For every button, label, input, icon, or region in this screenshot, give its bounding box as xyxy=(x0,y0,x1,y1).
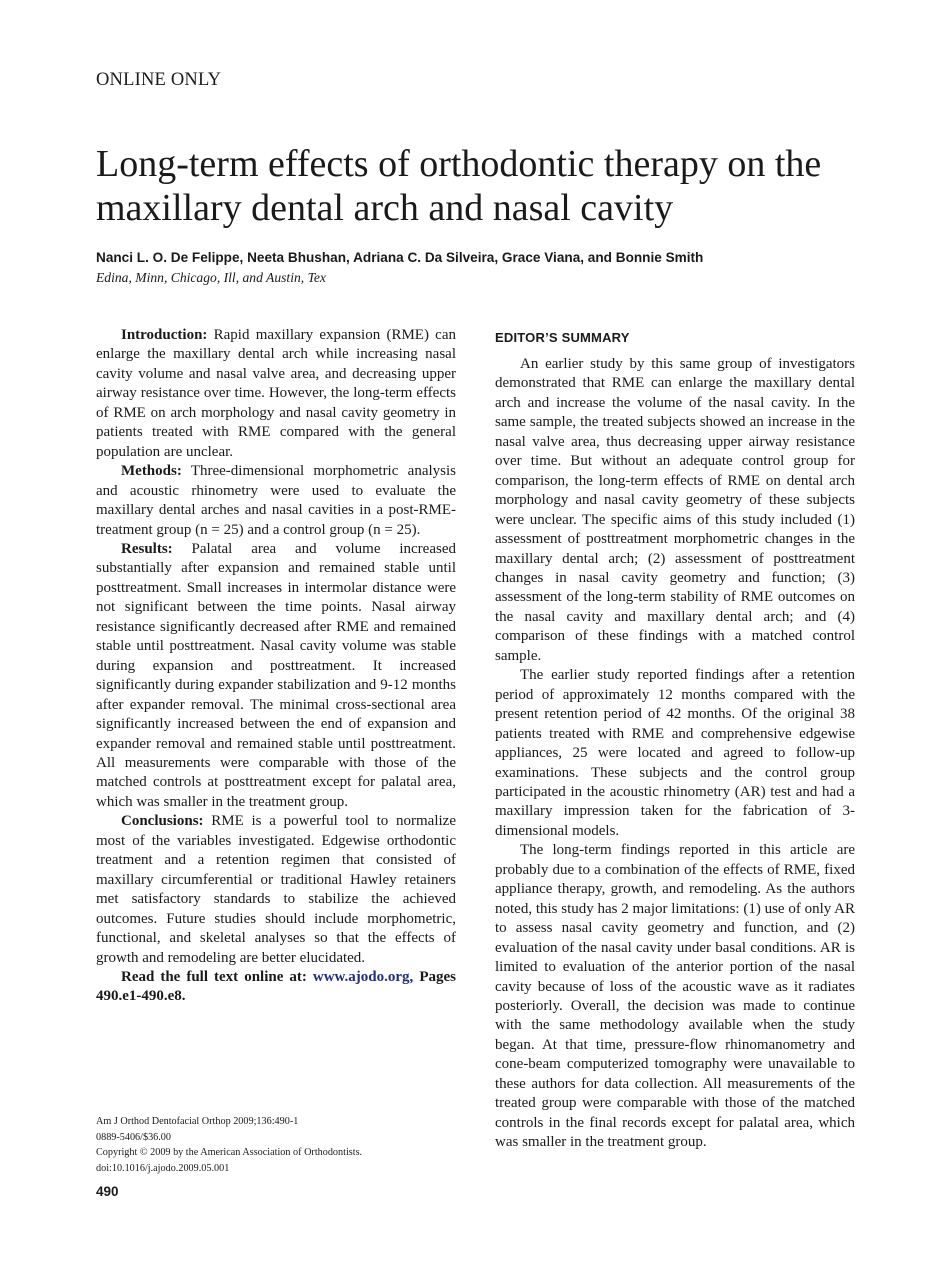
read-online-label: Read the full text online at: xyxy=(121,968,307,985)
introduction-text: Rapid maxillary expansion (RME) can enlarge the maxillary dental arch while increasing nasal cavity volume and nasal valve area, and decreasing upper airway resistance over time. However, the long-term effects of RME on arch morphology and nasal cavity geometry in patients treated with RME compared with the general population are unclear. xyxy=(96,327,456,460)
methods-label: Methods: xyxy=(121,463,182,480)
doi: doi:10.1016/j.ajodo.2009.05.001 xyxy=(96,1162,230,1174)
methods-text: Three-dimensional morphometric analysis and acoustic rhinometry were used to evaluate the maxillary dental arches and nasal cavities in a post-RME-treatment group (n = 25) and a control group (n = 25). xyxy=(96,463,456,538)
introduction-label: Introduction: xyxy=(121,327,208,343)
read-online-pages: Pages 490.e1-490.e8. xyxy=(96,968,456,1005)
ajodo-link[interactable]: www.ajodo.org, xyxy=(312,968,414,985)
journal-citation: Am J Orthod Dentofacial Orthop 2009;136:490-1 xyxy=(96,1116,299,1127)
conclusions-label: Conclusions: xyxy=(121,813,204,830)
read-online xyxy=(96,968,456,1007)
editors-summary-heading: EDITOR’S SUMMARY xyxy=(495,330,630,345)
conclusions-text: RME is a powerful tool to normalize most of the variables investigated. Edgewise orthodontic treatment and a retention regimen that consisted of maxillary circumferential or traditional Hawley retainers met satisfactory standards to stabilize the achieved outcomes. Future studies should include morphometric, functional, and skeletal analyses so that the effects of growth and remodeling are better elucidated. xyxy=(96,813,456,966)
author-list: Nanci L. O. De Felippe, Neeta Bhushan, Adriana C. Da Silveira, Grace Viana, and Bonnie Smith xyxy=(96,250,704,265)
abstract-conclusions xyxy=(96,812,456,968)
summary-paragraph-3: The long-term findings reported in this article are probably due to a combination of the effects of RME, fixed appliance therapy, growth, and remodeling. As the authors noted, this study has 2 major limitations: (1) use of only AR to assess nasal cavity geometry and function, and (2) evaluation of the nasal cavity under basal conditions. AR is limited to evaluation of the anterior portion of the nasal cavity because of loss of the acoustic wave as it radiates posteriorly. Overall, the decision was made to continue with the same methodology available when the study began. At that time, pressure-flow rhinomanometry and cone-beam computerized tomography were unavailable to these authors for data collection. All measurements of the treated group were comparable with those of the matched controls in the final records except for palatal area, which was smaller in the treatment group. xyxy=(495,842,855,1151)
abstract-results xyxy=(96,540,456,812)
editors-summary xyxy=(495,355,855,1153)
abstract xyxy=(96,326,456,1007)
footnote xyxy=(96,1114,362,1176)
abstract-methods xyxy=(96,462,456,540)
results-label: Results: xyxy=(121,540,173,557)
article-title xyxy=(96,142,896,230)
copyright: Copyright © 2009 by the American Association of Orthodontists. xyxy=(96,1147,363,1158)
page-number: 490 xyxy=(96,1184,119,1199)
summary-paragraph-2: The earlier study reported findings after a retention period of approximately 12 months compared with the present retention period of 42 months. Of the original 38 patients treated with RME and comprehensive edgewise appliances, 25 were located and agreed to follow-up examinations. These subjects and the control group participated in the acoustic rhinometry (AR) test and had a maxillary impression taken for the fabrication of 3-dimensional models. xyxy=(495,667,855,839)
affiliation: Edina, Minn, Chicago, Ill, and Austin, Tex xyxy=(96,270,326,285)
results-text: Palatal area and volume increased substantially after expansion and remained stable until posttreatment. Small increases in intermolar distance were not significant between the time points. Nasal airway resistance significantly decreased after RME and remained stable until posttreatment. Nasal cavity volume was stable during expansion and posttreatment. It increased significantly during expander stabilization and 9-12 months after expander removal. The minimal cross-sectional area significantly increased between the end of expansion and expander removal and remained stable until posttreatment. All measurements were comparable with those of the matched controls at posttreatment except for palatal area, which was smaller in the treatment group. xyxy=(96,540,456,810)
issn: 0889-5406/$36.00 xyxy=(96,1131,171,1143)
summary-paragraph-1: An earlier study by this same group of investigators demonstrated that RME can enlarge the maxillary dental arch and increase the volume of the nasal cavity. In the same sample, the treated subjects showed an increase in the nasal valve area, thus decreasing upper airway resistance over time. But without an adequate control group for comparison, the long-term effects of RME on dental arch morphology and nasal cavity geometry of these subjects were unclear. The specific aims of this study included (1) assessment of posttreatment morphometric changes in the maxillary dental arch; (2) assessment of posttreatment changes in nasal cavity geometry and function; (3) assessment of the long-term stability of RME outcomes on the nasal cavity and maxillary dental arch; and (4) comparison of these findings with a matched control sample. xyxy=(495,356,855,664)
abstract-introduction xyxy=(96,326,456,462)
title-line-2: maxillary dental arch and nasal cavity xyxy=(96,187,674,229)
section-label: ONLINE ONLY xyxy=(96,70,222,90)
title-line-1: Long-term effects of orthodontic therapy on the xyxy=(96,143,822,185)
